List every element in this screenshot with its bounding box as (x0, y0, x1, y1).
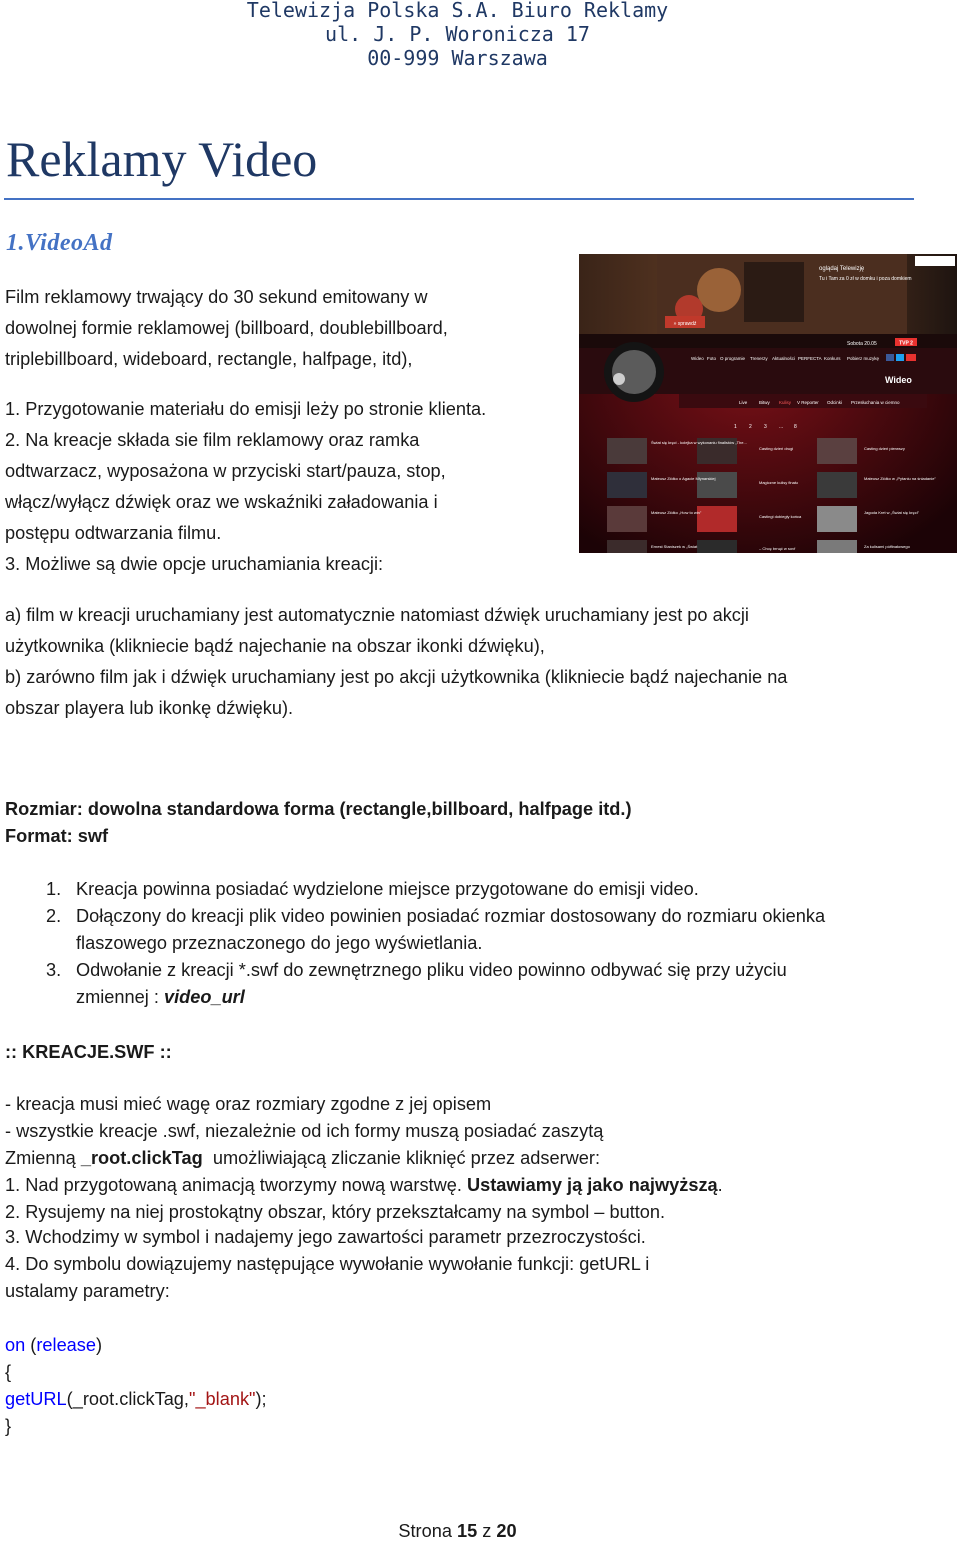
screenshot-nav[interactable]: PERFECTA (798, 356, 822, 361)
screenshot-page[interactable]: 8 (794, 424, 797, 430)
screenshot-video-title[interactable]: Mateusz Ziółko „How to win" (651, 510, 702, 515)
list-number: 2. (46, 906, 62, 926)
kreacje-line: ustalamy parametry: (5, 1281, 170, 1301)
code-text: (_root.clickTag, (66, 1389, 189, 1409)
screenshot-video-title[interactable]: Castingi dobiegły końca (759, 514, 802, 519)
screenshot-brand: TVP 2 (899, 340, 913, 347)
screenshot-date: Sobota 20.05 (847, 341, 877, 347)
code-function: getURL (5, 1389, 67, 1409)
video-site-screenshot (579, 254, 957, 553)
code-line (5, 1332, 102, 1359)
company-city: 00-999 Warszawa (367, 46, 548, 70)
option-line: b) zarówno film jak i dźwięk uruchamiany jest po akcji użytkownika (klikniecie bądź najechanie na (5, 667, 788, 687)
kreacje-line (5, 1145, 600, 1172)
intro-line: triplebillboard, wideboard, rectangle, halfpage, itd), (5, 349, 413, 369)
screenshot-tab[interactable]: V Reporter (797, 400, 819, 405)
code-keyword: on (5, 1335, 26, 1355)
screenshot-video-title[interactable]: Magiczne kulisy finału (759, 480, 798, 485)
footer-text: Strona (398, 1521, 457, 1541)
point-line: 3. Możliwe są dwie opcje uruchamiania kreacji: (5, 554, 384, 574)
title-underline (4, 198, 914, 200)
option-line: a) film w kreacji uruchamiany jest automatycznie natomiast dźwięk uruchamiany jest po akcji (5, 605, 749, 625)
intro-line: dowolnej formie reklamowej (billboard, doublebillboard, (5, 318, 448, 338)
list-number: 3. (46, 960, 62, 980)
page-title: Reklamy Video (6, 131, 318, 187)
list-item (5, 957, 825, 1011)
kreacje-line: - wszystkie kreacje .swf, niezależnie od ich formy muszą posiadać zaszytą (5, 1121, 604, 1141)
screenshot-nav[interactable]: Aktualności (772, 356, 796, 361)
kreacje-heading: :: KREACJE.SWF :: (5, 1042, 172, 1062)
page-footer (0, 1521, 915, 1542)
screenshot-section-title: Wideo (885, 375, 912, 385)
kreacje-text: umożliwiającą zliczanie kliknięć przez adserwer: (202, 1148, 601, 1168)
footer-text: z (477, 1521, 497, 1541)
kreacje-text: 1. Nad przygotowaną animacją tworzymy nową warstwę. (5, 1175, 467, 1195)
screenshot-tab[interactable]: Odcinki (827, 400, 843, 405)
list-text: flaszowego przeznaczonego do jego wyświetlania. (76, 933, 483, 953)
spec-size: Rozmiar: dowolna standardowa forma (rectangle,billboard, halfpage itd.) (5, 799, 632, 819)
screenshot-page[interactable]: 2 (749, 424, 752, 430)
spec-format: Format: swf (5, 826, 109, 846)
screenshot-video-title[interactable]: Jagoda Kret w „Świat się kręci" (864, 510, 919, 515)
screenshot-page[interactable]: 1 (734, 424, 737, 430)
code-line: { (5, 1362, 12, 1382)
code-line (5, 1386, 267, 1413)
screenshot-video-title[interactable]: Casting dzień drugi (759, 446, 794, 451)
list-number: 1. (46, 879, 62, 899)
option-line: obszar playera lub ikonkę dźwięku). (5, 698, 294, 718)
company-name: Telewizja Polska S.A. Biuro Reklamy (246, 0, 669, 22)
code-keyword: release (36, 1335, 97, 1355)
kreacje-line: 4. Do symbolu dowiązujemy następujące wywołanie wywołanie funkcji: getURL i (5, 1254, 650, 1274)
section-title: 1.VideoAd (6, 230, 113, 256)
point-line: odtwarzacz, wyposażona w przyciski start/pauza, stop, (5, 461, 446, 481)
kreacje-emphasis: Ustawiamy ją jako najwyższą (466, 1175, 718, 1195)
screenshot-video-title[interactable]: Ernest Staniszek w „Świat (651, 544, 698, 549)
list-item (5, 903, 825, 957)
code-text: ( (25, 1335, 37, 1355)
kreacje-text: . (717, 1175, 723, 1195)
variable-name: video_url (163, 987, 245, 1007)
screenshot-video-title[interactable]: Mateusz Ziółko w „Pytaniu na śniadanie" (864, 476, 936, 481)
kreacje-line: - kreacja musi mieć wagę oraz rozmiary zgodne z jej opisem (5, 1094, 492, 1114)
code-text: ) (96, 1335, 103, 1355)
list-text: Dołączony do kreacji plik video powinien posiadać rozmiar dostosowany do rozmiaru okienka (76, 906, 826, 926)
screenshot-page[interactable]: 3 (764, 424, 767, 430)
kreacje-line: 2. Rysujemy na niej prostokątny obszar, który przekształcamy na symbol – button. (5, 1202, 666, 1222)
page-total: 20 (496, 1521, 517, 1541)
screenshot-nav[interactable]: Pobierz muzykę (847, 356, 880, 361)
screenshot-video-title[interactable]: Mateusz Ziółko o Agacie Młynarskiej (651, 476, 716, 481)
screenshot-tab[interactable]: Kulisy (779, 400, 792, 405)
screenshot-video-title[interactable]: Za kulisami półfinałowego (864, 544, 910, 549)
screenshot-page[interactable]: ... (779, 424, 784, 430)
company-street: ul. J. P. Woronicza 17 (325, 22, 590, 46)
screenshot-tab[interactable]: Bitwy (759, 400, 770, 405)
screenshot-nav[interactable]: Trenerzy (750, 356, 768, 361)
screenshot-video-title[interactable]: Casting dzień pierwszy (864, 446, 905, 451)
option-line: użytkownika (klikniecie bądź najechanie na obszar ikonki dźwięku), (5, 636, 545, 656)
kreacje-text: Zmienną (5, 1148, 81, 1168)
promo-subline: Tu i Tam za 0 zł w domku i poza domkiem (819, 276, 912, 282)
screenshot-tab[interactable]: Przesłuchania w ciemno (851, 400, 900, 405)
requirements-list (5, 876, 825, 1011)
screenshot-video-title[interactable]: Świat się kręci - kolejka w wykonaniu finalistów „The... (651, 440, 747, 445)
code-line: } (5, 1416, 12, 1436)
promo-button-label: » sprawdź (673, 321, 697, 327)
screenshot-nav[interactable]: Wideo (691, 356, 704, 361)
code-text: ); (255, 1389, 267, 1409)
kreacje-line: 3. Wchodzimy w symbol i nadajemy jego zawartości parametr przezroczystości. (5, 1227, 646, 1247)
list-text: Kreacja powinna posiadać wydzielone miejsce przygotowane do emisji video. (76, 879, 699, 899)
intro-line: Film reklamowy trwający do 30 sekund emitowany w (5, 287, 428, 307)
kreacje-line (5, 1172, 723, 1199)
point-line: 2. Na kreacje składa sie film reklamowy oraz ramka (5, 430, 420, 450)
list-text: Odwołanie z kreacji *.swf do zewnętrznego pliku video powinno odbywać się przy użyciu (76, 960, 787, 980)
screenshot-tab[interactable]: Live (739, 400, 748, 405)
screenshot-nav[interactable]: Foto (707, 356, 717, 361)
promo-headline: oglądaj Telewizję (819, 266, 865, 272)
point-line: 1. Przygotowanie materiału do emisji leży po stronie klienta. (5, 399, 487, 419)
screenshot-video-title[interactable]: – Chcę brnąć w sovf (759, 546, 796, 551)
list-text: zmiennej : (76, 987, 164, 1007)
list-item (5, 876, 825, 903)
code-string: "_blank" (188, 1389, 256, 1409)
screenshot-nav[interactable]: Konkurs (824, 356, 841, 361)
clicktag-variable: _root.clickTag (80, 1148, 203, 1168)
page-number: 15 (456, 1521, 478, 1541)
point-line: postępu odtwarzania filmu. (5, 523, 222, 543)
screenshot-nav[interactable]: O programie (720, 356, 746, 361)
point-line: włącz/wyłącz dźwięk oraz we wskaźniki załadowania i (5, 492, 438, 512)
